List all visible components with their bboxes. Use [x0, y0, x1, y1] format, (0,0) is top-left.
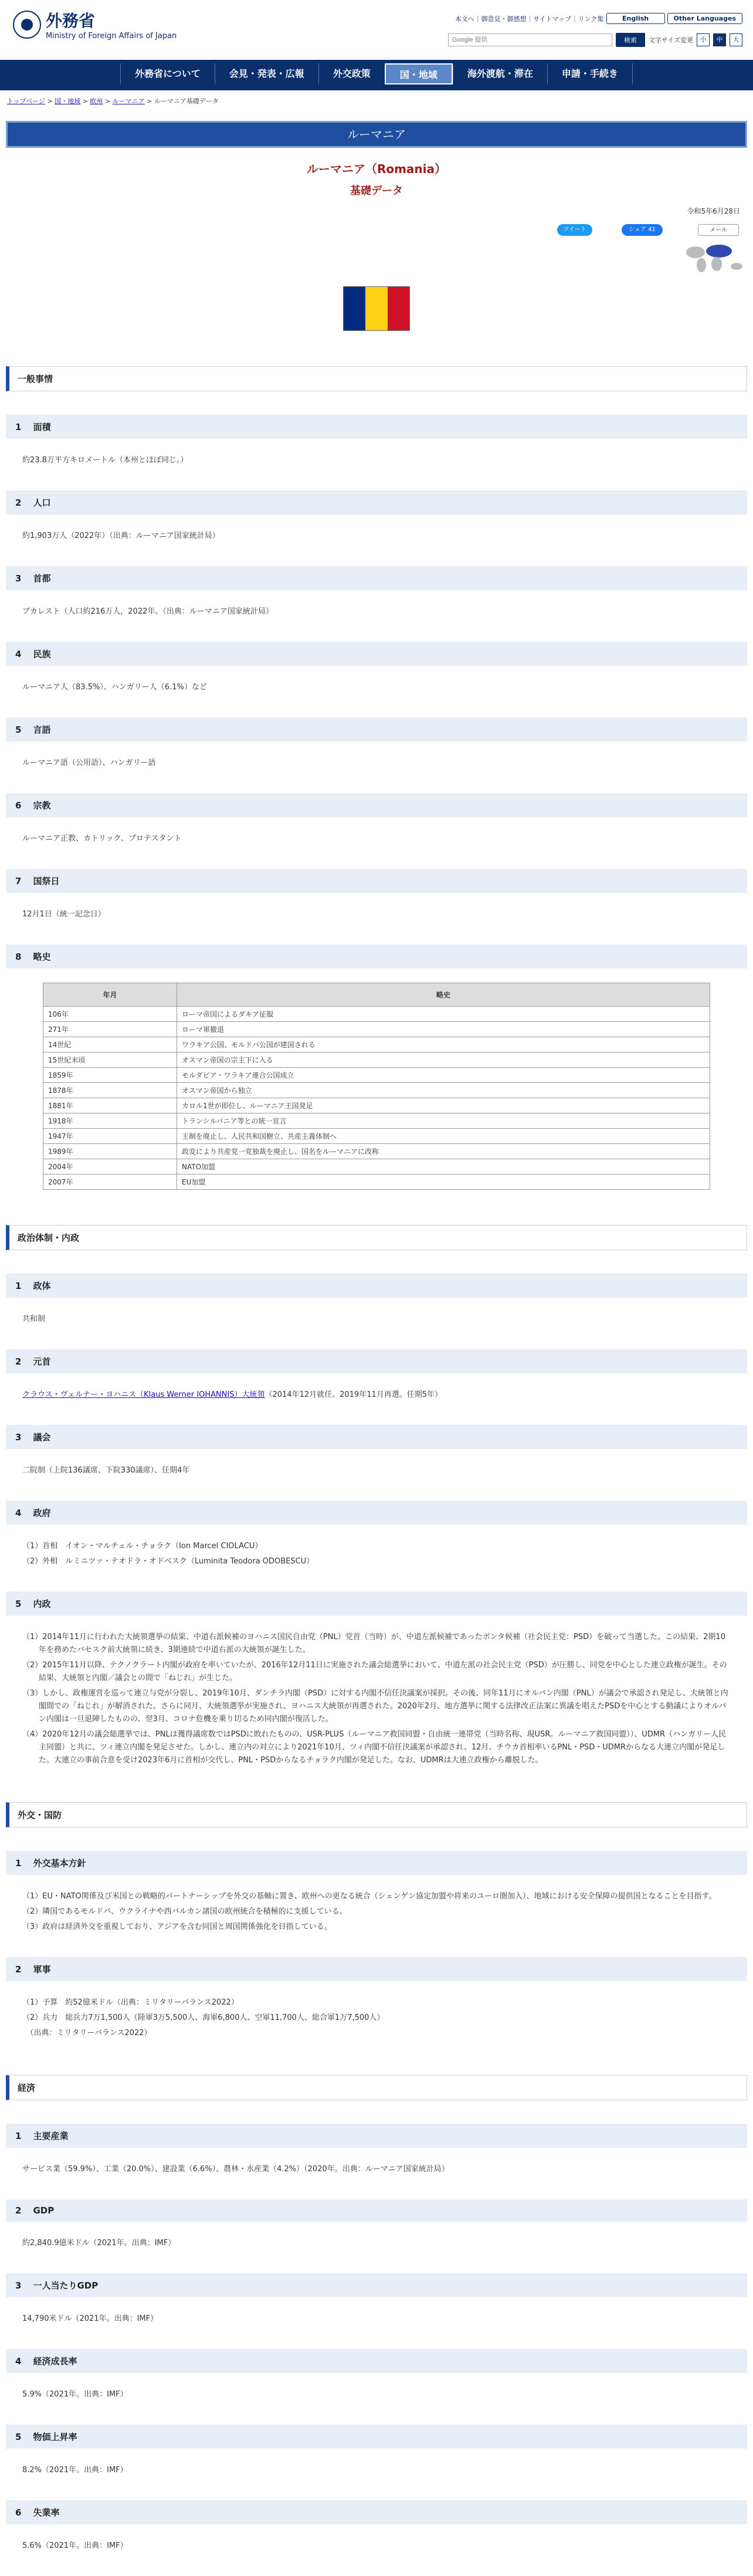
- font-size-medium-button[interactable]: 中: [713, 33, 726, 46]
- item-heading-head-of-state: 2 元首: [6, 1349, 747, 1373]
- foreign-policy-list: [0, 1875, 753, 1934]
- table-row: [43, 1052, 710, 1068]
- site-header: [0, 0, 753, 60]
- table-row: [43, 1113, 710, 1129]
- item-head-of-state: クラウス・ヴェルナー・ヨハニス（Klaus Werner IOHANNIS）大統領（2014年12月就任。2019年11月再選。任期5年）: [22, 1390, 443, 1399]
- item-heading-capital: 3 首都: [6, 566, 747, 590]
- item-growth-text: 5.9%（2021年。出典：IMF）: [22, 2390, 128, 2399]
- section-foreign-defense: 外交・国防: [6, 1802, 747, 1827]
- history-event-cell: ワラキア公国、モルドバ公国が建国される: [177, 1037, 710, 1052]
- history-year-cell: 1947年: [43, 1129, 177, 1144]
- history-event-cell: 政変により共産党一党独裁を廃止し、国名をルーマニアに改称: [177, 1144, 710, 1159]
- mofa-logo[interactable]: [13, 8, 177, 40]
- english-button[interactable]: English: [606, 13, 665, 24]
- item-population-text: 約1,903万人（2022年）（出典：ルーマニア国家統計局）: [22, 532, 220, 540]
- search-row: [448, 33, 742, 47]
- item-language-text: ルーマニア語（公用語）、ハンガリー語: [22, 759, 156, 767]
- table-row: [43, 1129, 710, 1144]
- president-link[interactable]: クラウス・ヴェルナー・ヨハニス（Klaus Werner IOHANNIS）大統領: [22, 1390, 265, 1399]
- util-link-sitemap[interactable]: サイトマップ: [533, 15, 572, 23]
- util-link-main[interactable]: 本文へ: [454, 15, 474, 23]
- history-event-cell: ローマ軍撤退: [177, 1022, 710, 1037]
- history-event-cell: NATO加盟: [177, 1159, 710, 1174]
- item-ethnicity-text: ルーマニア人（83.5%）、ハンガリー人（6.1%）など: [22, 683, 207, 692]
- breadcrumb-top[interactable]: トップページ: [7, 97, 46, 105]
- item-heading-population: 2 人口: [6, 490, 747, 514]
- history-table: [43, 983, 710, 1190]
- breadcrumb-regions[interactable]: 国・地域: [55, 97, 81, 105]
- history-event-cell: オスマン帝国の宗主下に入る: [177, 1052, 710, 1068]
- item-heading-military: 2 軍事: [6, 1957, 747, 1981]
- list-item: （1）2014年11月に行われた大統領選挙の結果、中道右派候補のヨハニス国民自由党（PNL）党首（当時）が、中道左派候補であったポンタ候補（社会民主党：PSD）を破って当選した。この結果、2期10年を務めたバセスク前大統領に続き、3期連続で中道右派の大統領が誕生した。: [22, 1633, 725, 1654]
- item-capital-text: ブカレスト（人口約216万人，2022年。（出典：ルーマニア国家統計局）: [22, 607, 273, 616]
- list-item: （2）外相 ルミニツァ・テオドラ・オドベスク（Luminita Teodora ODOBESCU）: [22, 1557, 314, 1566]
- history-col-event: 略史: [177, 983, 710, 1007]
- world-map-icon: [683, 239, 747, 275]
- history-year-cell: 14世紀: [43, 1037, 177, 1052]
- other-languages-button[interactable]: Other Languages: [667, 13, 742, 24]
- mail-button[interactable]: メール: [698, 224, 739, 236]
- item-heading-domestic: 5 内政: [6, 1592, 747, 1616]
- share-bar: [0, 216, 753, 269]
- logo-title-en: Ministry of Foreign Affairs of Japan: [46, 32, 177, 40]
- breadcrumb-romania[interactable]: ルーマニア: [112, 97, 145, 105]
- item-parliament-text: 二院制（上院136議席、下院330議席）、任期4年: [22, 1466, 190, 1475]
- item-heading-language: 5 言語: [6, 717, 747, 742]
- item-religion-text: ルーマニア正教、カトリック、プロテスタント: [22, 834, 182, 843]
- page-bottom-spacer: [0, 2553, 753, 2576]
- nav-travel[interactable]: 海外渡航・滞在: [453, 63, 547, 84]
- item-heading-religion: 6 宗教: [6, 793, 747, 817]
- item-heading-history: 8 略史: [6, 945, 747, 969]
- table-row: [43, 1174, 710, 1190]
- item-polity-text: 共和制: [22, 1315, 46, 1323]
- item-gdp-per-capita-text: 14,790米ドル（2021年。出典：IMF）: [22, 2314, 158, 2323]
- font-size-small-button[interactable]: 小: [697, 33, 710, 46]
- item-inflation-text: 8.2%（2021年。出典：IMF）: [22, 2466, 128, 2475]
- item-heading-industry: 1 主要産業: [6, 2124, 747, 2148]
- item-heading-government: 4 政府: [6, 1501, 747, 1525]
- font-size-large-button[interactable]: 大: [730, 33, 742, 46]
- history-year-cell: 1918年: [43, 1113, 177, 1129]
- history-year-cell: 2004年: [43, 1159, 177, 1174]
- util-link-feedback[interactable]: 御意見・御感想: [481, 15, 527, 23]
- list-item: （3）政府は経済外交を重視しており、アジアを含む同国と周国関係強化を目指している。: [22, 1922, 332, 1931]
- page-title: ルーマニア（Romania）: [306, 162, 447, 176]
- list-item: （1）EU・NATO関係及び米国との戦略的パートナーシップを外交の基軸に置き、欧州への更なる統合（シェンゲン協定加盟や将来のユーロ圏加入）、地域における安全保障の提供国となることを目指す。: [22, 1892, 717, 1901]
- flag-stripe-red: [388, 287, 409, 330]
- publish-date: 令和5年6月28日: [687, 207, 740, 215]
- history-event-cell: EU加盟: [177, 1174, 710, 1190]
- item-unemployment-text: 5.6%（2021年。出典：IMF）: [22, 2541, 128, 2550]
- list-item: （1）予算 約52億米ドル（出典：ミリタリーバランス2022）: [22, 1998, 239, 2007]
- history-col-year: 年月: [43, 983, 177, 1007]
- item-heading-growth: 4 経済成長率: [6, 2349, 747, 2373]
- list-item: （3）しかし、政権運営を巡って連立与党が分裂し、2019年10月、ダンチラ内閣（PSD）に対する内閣不信任決議案が採択。その後、同年11月にオルバン内閣（PNL）が議会で承認され発足し、大統領と内閣間での「ねじれ」が解消された。さらに同月、大統領選挙が実施され、ヨハニス大統領が再選された。2020年2月、地方選挙に関する法律改正法案に異議を唱えたPSDを中心とする動議によりオルバン内閣は一旦退陣したものの、翌3月、コロナ危機を乗り切るため同内閣が復活した。: [22, 1689, 728, 1724]
- table-row: [43, 1068, 710, 1083]
- history-year-cell: 15世紀末頃: [43, 1052, 177, 1068]
- nav-press[interactable]: 会見・発表・広報: [215, 63, 318, 84]
- history-year-cell: 1859年: [43, 1068, 177, 1083]
- government-list: [0, 1525, 753, 1568]
- list-item: （4）2020年12月の議会総選挙では、PNLは獲得議席数ではPSDに敗れたものの、USR-PLUS（ルーマニア救国同盟・自由統一連帯党（当時名称、現USR。ルーマニア救国同盟））、UDMR（ハンガリー人民主同盟）と共に、ツィ連立内閣を発足させた。しかし、連立内の対立により2021年10月、ツィ内閣不信任決議案が承認され、12月、チウカ首相率いるPNL・PSD・UDMRからなる大連立内閣が発足した。大連立の事前合意を受け2023年6月に首相が交代し、PNL・PSDからなるチョラク内閣が発足した。なお、UDMRは大連立政権から離脱した。: [22, 1730, 727, 1765]
- flag-stripe-blue: [344, 287, 365, 330]
- font-size-label: 文字サイズ変更: [648, 36, 693, 44]
- breadcrumb: トップページ > 国・地域 > 欧州 > ルーマニア > ルーマニア基礎データ: [7, 97, 219, 105]
- utility-links: 本文へ | 御意見・御感想 | サイトマップ | リンク集 English Other Languages: [455, 13, 742, 24]
- item-heading-gdp: 2 GDP: [6, 2199, 747, 2222]
- item-gdp-text: 約2,840.9億米ドル（2021年。出典：IMF）: [22, 2239, 176, 2247]
- table-row: [43, 1007, 710, 1022]
- history-event-cell: ローマ帝国によるダキア征服: [177, 1007, 710, 1022]
- section-general: 一般事情: [6, 366, 747, 391]
- military-list: [0, 1981, 753, 2040]
- item-national-day-text: 12月1日（統一記念日）: [22, 910, 106, 919]
- breadcrumb-current: ルーマニア基礎データ: [154, 97, 219, 105]
- list-item: （2）隣国であるモルドバ、ウクライナや西バルカン諸国の欧州統合を積極的に支援している。: [22, 1907, 347, 1916]
- item-heading-foreign-policy: 1 外交基本方針: [6, 1851, 747, 1875]
- section-politics: 政治体制・内政: [6, 1225, 747, 1250]
- item-heading-ethnicity: 4 民族: [6, 642, 747, 666]
- list-item: （1）首相 イオン・マルチェル・チョラク（Ion Marcel CIOLACU）: [22, 1542, 263, 1551]
- list-item: （2）兵力 総兵力7万1,500人（陸軍3万5,500人、海軍6,800人、空軍11,700人、総合軍1万7,500人）: [22, 2013, 385, 2022]
- item-industry-text: サービス業（59.9%）、工業（20.0%）、建設業（6.6%）、農林・水産業（4.2%）（2020年。出典：ルーマニア国家統計局）: [22, 2165, 449, 2174]
- list-item: （2）2015年11月以降、テクノクラート内閣が政府を率いていたが、2016年12月11日に実施された議会総選挙において、中道左派の社会民主党（PSD）が圧勝し、同党を中心とした連立政権が誕生。その結果、大統領と内閣／議会との間で「ねじれ」が生じた。: [22, 1661, 727, 1683]
- history-event-cell: オスマン帝国から独立: [177, 1083, 710, 1098]
- facebook-share-button[interactable]: シェア 41: [622, 224, 663, 236]
- table-row: [43, 1022, 710, 1037]
- table-row: [43, 1159, 710, 1174]
- history-year-cell: 106年: [43, 1007, 177, 1022]
- history-year-cell: 2007年: [43, 1174, 177, 1190]
- history-event-cell: カロル1世が即位し、ルーマニア王国発足: [177, 1098, 710, 1113]
- table-row: [43, 1098, 710, 1113]
- util-link-links[interactable]: リンク集: [578, 15, 604, 23]
- breadcrumb-europe[interactable]: 欧州: [90, 97, 103, 105]
- item-heading-polity: 1 政体: [6, 1274, 747, 1298]
- history-year-cell: 1878年: [43, 1083, 177, 1098]
- nav-countries[interactable]: 国・地域: [385, 63, 453, 84]
- flag-stripe-yellow: [365, 287, 387, 330]
- page-subtitle: 基礎データ: [350, 185, 403, 197]
- item-heading-parliament: 3 議会: [6, 1425, 747, 1449]
- domestic-list: [0, 1616, 753, 1767]
- nav-procedures[interactable]: 申請・手続き: [547, 63, 633, 84]
- global-nav: [0, 60, 753, 90]
- item-heading-unemployment: 6 失業率: [6, 2500, 747, 2524]
- history-event-cell: モルダビア・ワラキア連合公国成立: [177, 1068, 710, 1083]
- item-heading-area: 1 面積: [6, 415, 747, 439]
- nav-about[interactable]: 外務省について: [120, 63, 215, 84]
- item-heading-national-day: 7 国祭日: [6, 869, 747, 893]
- romania-flag: [343, 286, 410, 331]
- mofa-emblem-icon: [13, 11, 41, 39]
- history-year-cell: 1881年: [43, 1098, 177, 1113]
- section-economy: 経済: [6, 2075, 747, 2100]
- item-area-text: 約23.8万平方キロメートル（本州とほぼ同じ。）: [22, 456, 188, 465]
- list-item: （出典：ミリタリーバランス2022）: [22, 2029, 152, 2037]
- search-button[interactable]: 検索: [616, 33, 645, 47]
- table-row: [43, 1083, 710, 1098]
- table-row: [43, 1037, 710, 1052]
- history-header-row: [43, 983, 710, 1007]
- tweet-button[interactable]: ツイート: [557, 224, 592, 236]
- nav-policy[interactable]: 外交政策: [318, 63, 385, 84]
- history-table-body: [43, 1007, 710, 1190]
- history-year-cell: 271年: [43, 1022, 177, 1037]
- search-input[interactable]: [448, 33, 612, 46]
- table-row: [43, 1144, 710, 1159]
- item-heading-inflation: 5 物価上昇率: [6, 2425, 747, 2449]
- history-event-cell: トランシルバニア等との統一宣言: [177, 1113, 710, 1129]
- history-event-cell: 王制を廃止し、人民共和国樹立、共産主義体制へ: [177, 1129, 710, 1144]
- item-heading-gdp-per-capita: 3 一人当たりGDP: [6, 2273, 747, 2297]
- history-year-cell: 1989年: [43, 1144, 177, 1159]
- logo-title-jp: 外務省: [46, 11, 96, 31]
- page-heading-bar: ルーマニア: [6, 121, 747, 148]
